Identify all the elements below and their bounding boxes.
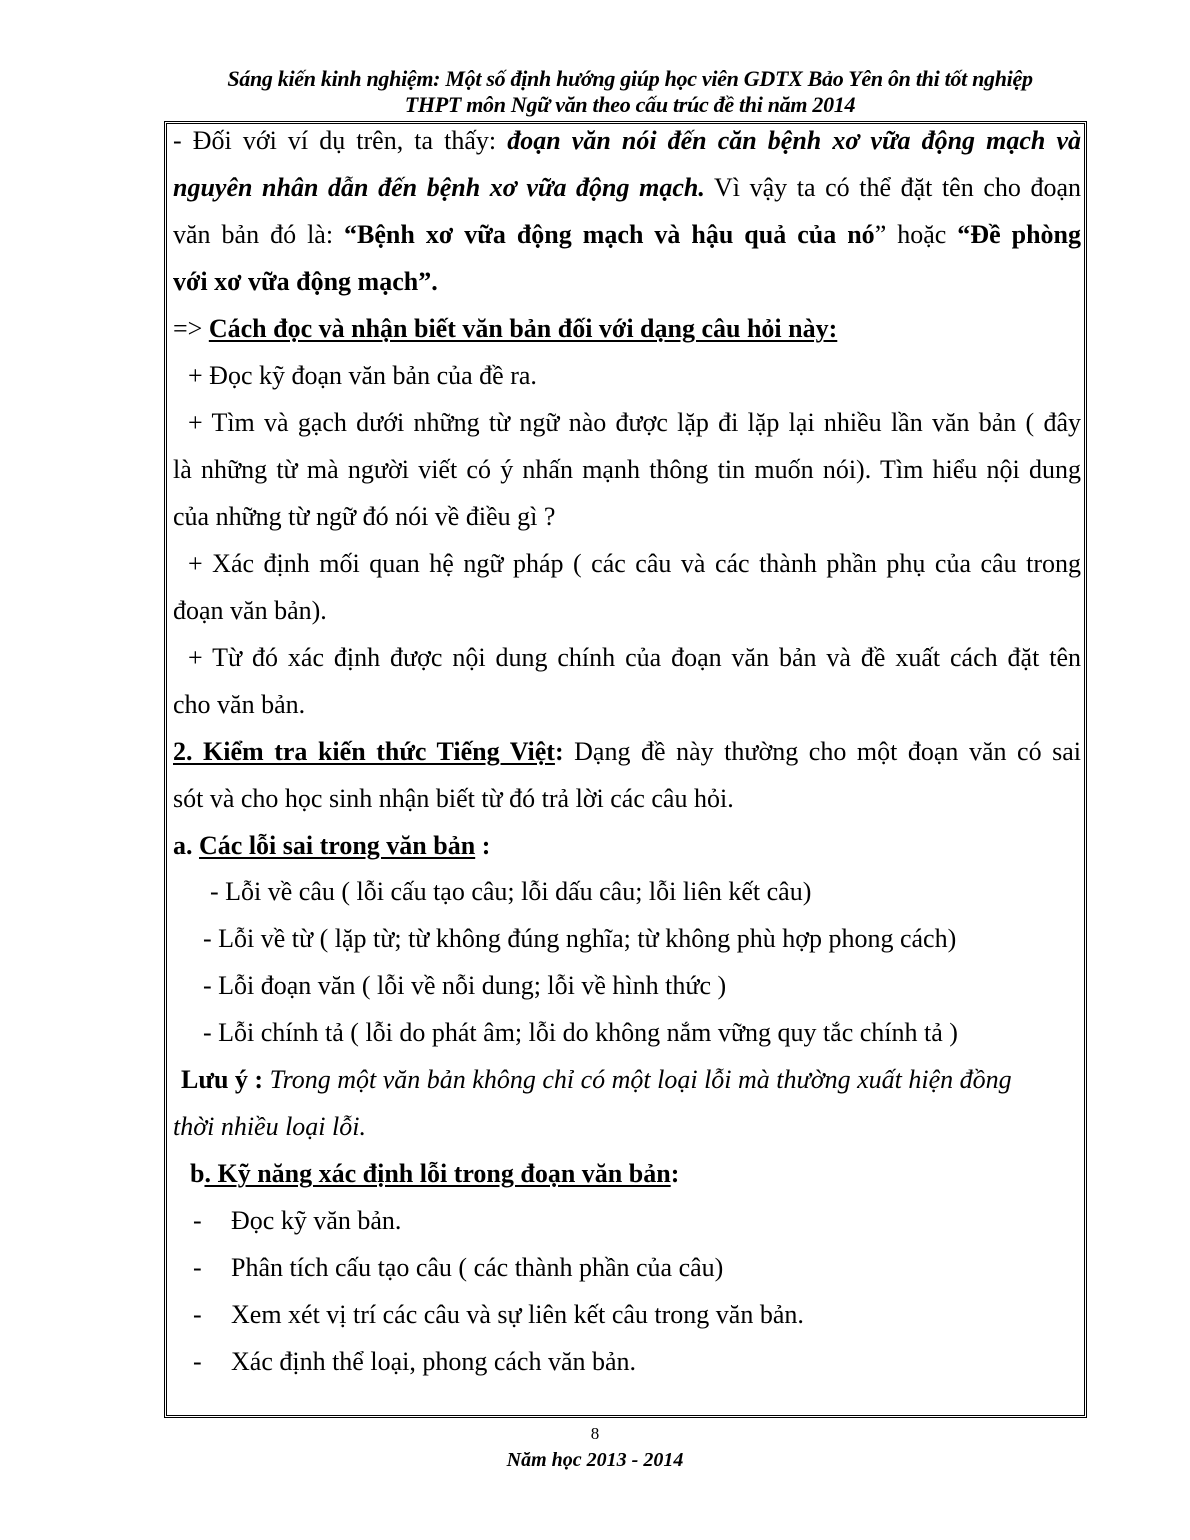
method-step-2-line-2: là những từ mà người viết có ý nhấn mạnh thông tin muốn nói). Tìm hiểu nội dung [173,455,1081,484]
skill-text: Xem xét vị trí các câu và sự liên kết câu trong văn bản. [231,1300,804,1329]
page-header [150,66,1110,118]
section-b-title: . Kỹ năng xác định lỗi trong đoạn văn bản [204,1159,671,1188]
note-label: Lưu ý : [181,1065,270,1094]
note-line-2: thời nhiều loại lỗi. [173,1112,366,1141]
page-number: 8 [590,1424,600,1443]
error-item: - Lỗi chính tả ( lỗi do phát âm; lỗi do không nắm vững quy tắc chính tả ) [203,1018,958,1047]
method-step-4-line-1: + Từ đó xác định được nội dung chính của đoạn văn bản và đề xuất cách đặt tên [188,643,1081,672]
header-line-1: Sáng kiến kinh nghiệm: Một số định hướng giúp học viên GDTX Bảo Yên ôn thi tốt nghiệp [227,66,1033,91]
p1-line-4: với xơ vữa động mạch”. [173,267,438,296]
header-line-2: THPT môn Ngữ văn theo cấu trúc đề thi năm 2014 [404,92,856,117]
section-2-title: 2. Kiểm tra kiến thức Tiếng Việt [173,737,555,766]
emphasis-text: đoạn văn nói đến căn bệnh xơ vữa động mạch và [507,126,1081,155]
dash-bullet: - [193,1300,202,1329]
title-suggestion-2: “Đề phòng [957,220,1081,249]
section-b-heading [190,1159,1098,1189]
section-a-prefix: a. [173,831,199,860]
text: Vì vậy ta có thể đặt tên cho đoạn [704,173,1082,202]
skill-item [173,1347,1081,1377]
emphasis-text: nguyên nhân dẫn đến bệnh xơ vữa động mạch. [173,173,705,202]
skill-text: Phân tích cấu tạo câu ( các thành phần của câu) [231,1253,724,1282]
dash-bullet: - [193,1206,202,1235]
p1-line-2 [173,173,1081,203]
method-step-2-line-3: của những từ ngữ đó nói về điều gì ? [173,502,556,531]
title-suggestion-1: “Bệnh xơ vữa động mạch và hậu quả của nó [344,220,875,249]
error-item: - Lỗi đoạn văn ( lỗi về nỗi dung; lỗi về hình thức ) [203,971,727,1000]
method-step-3-line-2: đoạn văn bản). [173,596,327,625]
method-step-1: + Đọc kỹ đoạn văn bản của đề ra. [188,361,537,390]
section-b-suffix: : [670,1159,680,1188]
method-step-4-line-2: cho văn bản. [173,690,306,719]
error-item: - Lỗi về câu ( lỗi cấu tạo câu; lỗi dấu câu; lỗi liên kết câu) [210,877,812,906]
section-2-line-1 [173,737,1081,767]
section-a-title: Các lỗi sai trong văn bản [199,831,476,860]
note-line-1 [181,1065,1089,1095]
section-a-suffix: : [475,831,491,860]
text: Dạng đề này thường cho một đoạn văn có sai [563,737,1081,766]
dash-bullet: - [193,1253,202,1282]
skill-text: Đọc kỹ văn bản. [231,1206,402,1235]
p1-line-3 [173,220,1081,250]
page-footer: Năm học 2013 - 2014 [506,1449,684,1471]
method-step-3-line-1: + Xác định mối quan hệ ngữ pháp ( các câu và các thành phần phụ của câu trong [188,549,1081,578]
skill-item [173,1206,1081,1236]
section-a-heading [173,831,1081,861]
method-step-2-line-1: + Tìm và gạch dưới những từ ngữ nào được lặp đi lặp lại nhiều lần văn bản ( đây [188,408,1081,437]
section-2-line-2: sót và cho học sinh nhận biết từ đó trả lời các câu hỏi. [173,784,734,813]
error-item: - Lỗi về từ ( lặp từ; từ không đúng nghĩa; từ không phù hợp phong cách) [203,924,957,953]
section-b-prefix: b [190,1159,205,1188]
text: - Đối với ví dụ trên, ta thấy: [173,126,508,155]
text: văn bản đó là: [173,220,345,249]
method-heading [173,314,1081,344]
skill-item [173,1300,1081,1330]
arrow-symbol: => [173,314,209,343]
text: ” hoặc [874,220,958,249]
note-text: Trong một văn bản không chỉ có một loại lỗi mà thường xuất hiện đồng [269,1065,1012,1094]
dash-bullet: - [193,1347,202,1376]
method-title: Cách đọc và nhận biết văn bản đối với dạng câu hỏi này: [208,314,838,343]
skill-item [173,1253,1081,1283]
skill-text: Xác định thể loại, phong cách văn bản. [231,1347,637,1376]
p1-line-1 [173,126,1081,156]
colon: : [554,737,564,766]
